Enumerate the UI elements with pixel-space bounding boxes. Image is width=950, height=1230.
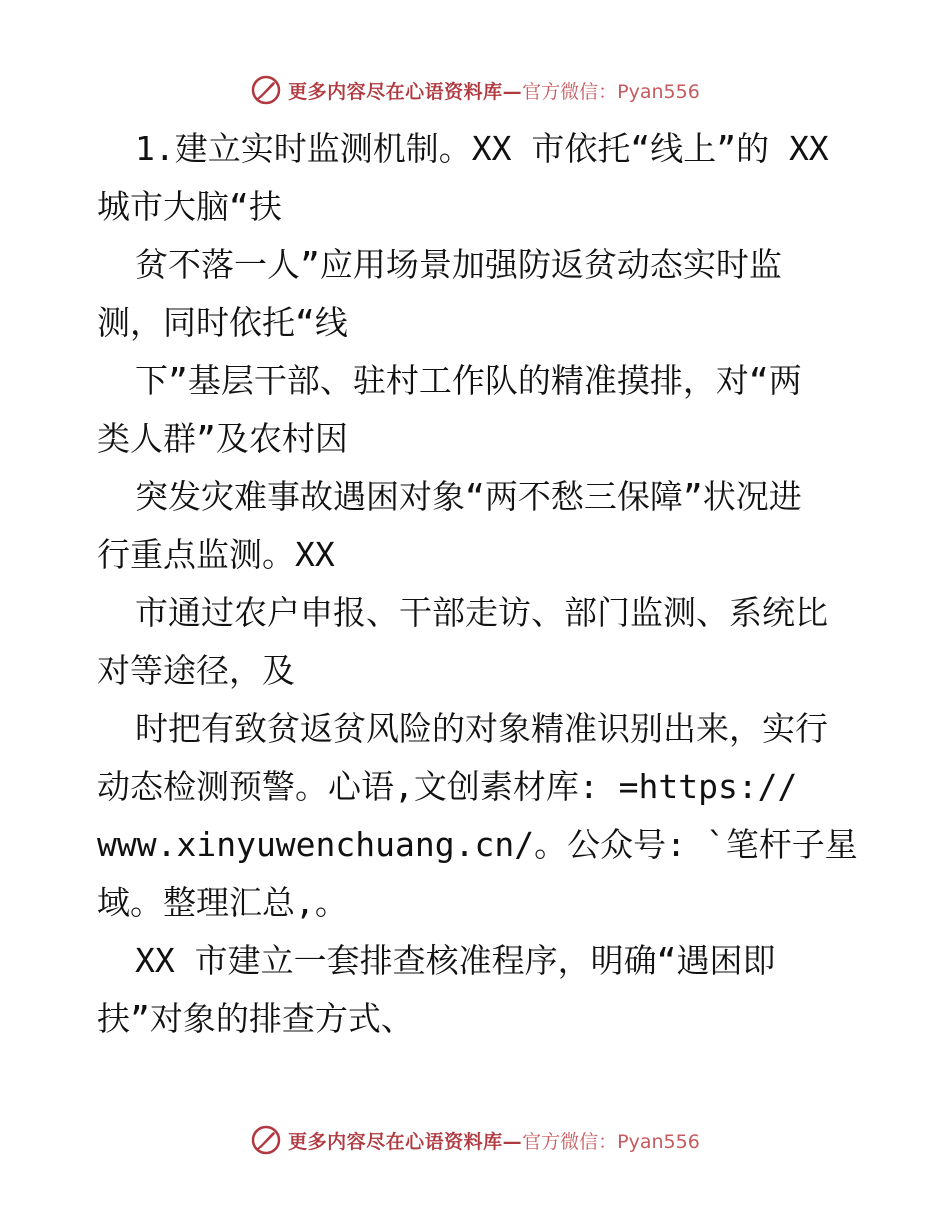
banner-title: 更多内容尽在心语资料库— <box>288 1130 523 1153</box>
paragraph-line: 贫不落一人”应用场景加强防返贫动态实时监 <box>135 245 782 284</box>
footer-banner <box>0 1120 950 1160</box>
banner-contact: 官方微信：Pyan556 <box>522 1130 700 1153</box>
paragraph-line: 市通过农户申报、干部走访、部门监测、系统比 <box>135 593 828 632</box>
paragraph-line: XX 市建立一套排查核准程序，明确“遇困即 <box>135 941 776 980</box>
paragraph-line: 城市大脑“扶 <box>97 187 282 226</box>
banner-contact: 官方微信：Pyan556 <box>522 80 700 103</box>
paragraph-line: 时把有致贫返贫风险的对象精准识别出来，实行 <box>135 709 828 748</box>
paragraph-line: 动态检测预警。心语,文创素材库: =https:// <box>97 767 798 806</box>
feather-quill-logo-icon <box>250 74 282 106</box>
paragraph-line: 1.建立实时监测机制。XX 市依托“线上”的 XX <box>135 129 829 168</box>
paragraph-line: 扶”对象的排查方式、 <box>97 999 414 1038</box>
document-body <box>97 120 857 1048</box>
banner-title: 更多内容尽在心语资料库— <box>288 80 523 103</box>
paragraph-line: www.xinyuwenchuang.cn/。公众号: `笔杆子星 <box>97 825 858 864</box>
feather-quill-logo-icon <box>250 1124 282 1156</box>
paragraph-line: 下”基层干部、驻村工作队的精准摸排，对“两 <box>135 361 802 400</box>
paragraph-line: 行重点监测。XX <box>97 535 335 574</box>
paragraph-line: 类人群”及农村因 <box>97 419 348 458</box>
header-banner <box>0 70 950 110</box>
paragraph-line: 对等途径，及 <box>97 651 295 690</box>
paragraph-line: 域。整理汇总,。 <box>97 883 348 922</box>
paragraph-line: 测，同时依托“线 <box>97 303 348 342</box>
paragraph-line: 突发灾难事故遇困对象“两不愁三保障”状况进 <box>135 477 802 516</box>
